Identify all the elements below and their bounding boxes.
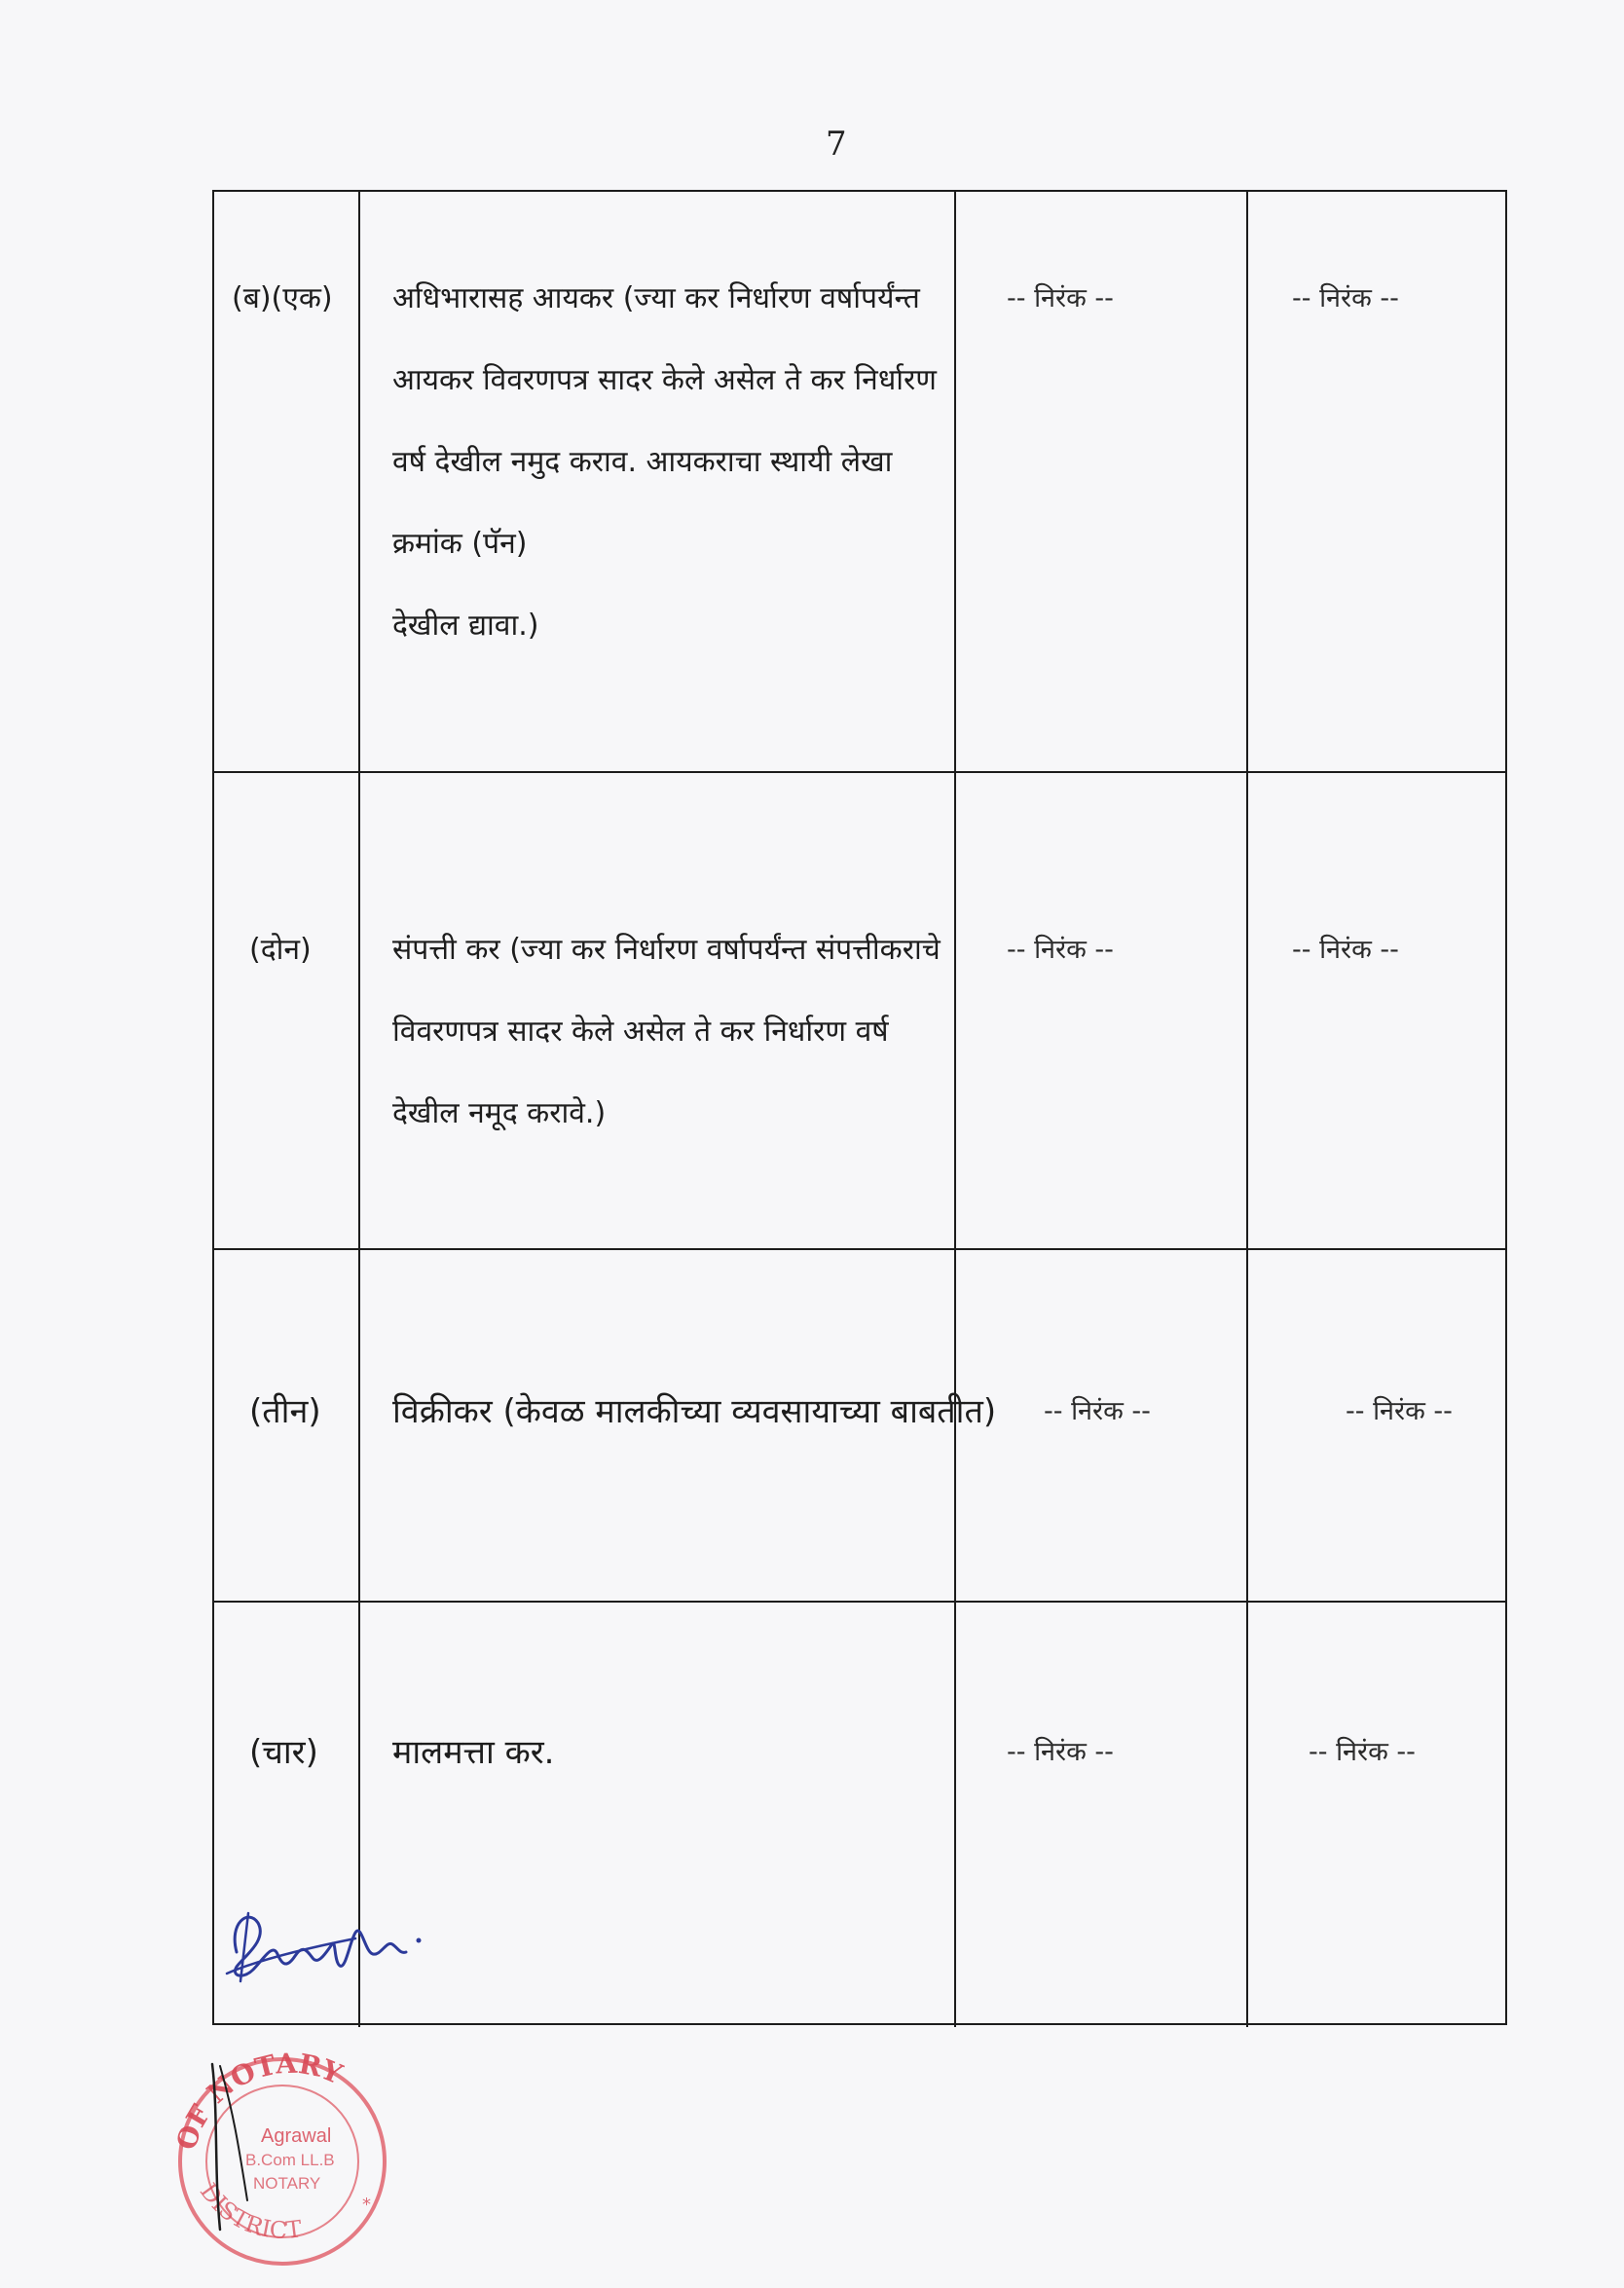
row-number-cell — [214, 773, 360, 1248]
row-number: (तीन) — [249, 1392, 321, 1431]
row-description — [392, 258, 937, 667]
table-row — [214, 192, 1505, 773]
description-line: मालमत्ता कर. — [392, 1733, 555, 1772]
description-line: देखील द्यावा.) — [392, 609, 539, 643]
description-line: संपत्ती कर (ज्या कर निर्धारण वर्षापर्यंन्त संपत्तीकराचे — [392, 933, 941, 967]
nil-value: -- निरंक -- — [1292, 283, 1399, 314]
tax-declaration-table — [212, 190, 1507, 2025]
row-description — [392, 1371, 996, 1453]
stamp-star-icon: * — [362, 2195, 371, 2215]
value-cell — [1248, 192, 1509, 771]
handwritten-signature — [219, 1884, 453, 2001]
row-number: (दोन) — [249, 933, 312, 967]
row-number: (ब)(एक) — [232, 281, 333, 315]
description-line: अधिभारासह आयकर (ज्या कर निर्धारण वर्षापर्यंन्त — [392, 281, 920, 315]
stamp-name: Agrawal — [261, 2125, 332, 2147]
row-number-cell — [214, 192, 360, 771]
value-cell — [1248, 773, 1509, 1248]
value-cell — [1248, 1603, 1509, 2027]
nil-value: -- निरंक -- — [1007, 283, 1114, 314]
description-line: विवरणपत्र सादर केले असेल ते कर निर्धारण वर्ष — [392, 1015, 889, 1049]
page-number: 7 — [826, 125, 847, 164]
nil-value: -- निरंक -- — [1007, 1737, 1114, 1767]
value-cell — [1248, 1250, 1509, 1601]
row-description — [392, 909, 941, 1155]
nil-value: -- निरंक -- — [1007, 935, 1114, 965]
value-cell — [956, 773, 1248, 1248]
table-row — [214, 1250, 1505, 1603]
description-line: आयकर विवरणपत्र सादर केले असेल ते कर निर्धारण — [392, 363, 937, 397]
row-number-cell — [214, 1250, 360, 1601]
row-number: (चार) — [249, 1733, 318, 1772]
value-cell — [956, 192, 1248, 771]
description-line: देखील नमूद करावे.) — [392, 1096, 607, 1130]
stamp-degree: B.Com LL.B — [245, 2151, 335, 2169]
description-cell — [360, 1250, 997, 1601]
row-description — [392, 1712, 554, 1793]
value-cell — [956, 1603, 1248, 2027]
nil-value: -- निरंक -- — [1346, 1396, 1453, 1426]
stamp-title: NOTARY — [253, 2174, 321, 2193]
stamp-bottom-text: DISTRICT — [194, 2178, 304, 2245]
stamp-top-text: OF NOTARY — [169, 2047, 348, 2154]
description-line: क्रमांक (पॅन) — [392, 527, 528, 561]
description-cell — [360, 773, 956, 1248]
nil-value: -- निरंक -- — [1309, 1737, 1416, 1767]
table-row — [214, 773, 1505, 1250]
description-cell — [360, 192, 956, 771]
notary-stamp — [156, 2006, 399, 2269]
nil-value: -- निरंक -- — [1292, 935, 1399, 965]
description-line: विक्रीकर (केवळ मालकीच्या व्यवसायाच्या बाबतीत) — [392, 1392, 997, 1431]
value-cell — [956, 1250, 1248, 1601]
description-line: वर्ष देखील नमुद कराव. आयकराचा स्थायी लेखा — [392, 445, 893, 479]
nil-value: -- निरंक -- — [1044, 1396, 1151, 1426]
